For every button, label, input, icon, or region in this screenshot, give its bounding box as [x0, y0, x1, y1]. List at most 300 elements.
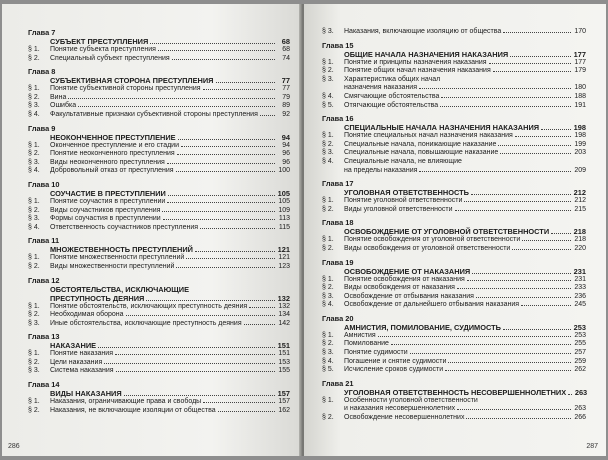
chapter-title: СОУЧАСТИЕ В ПРЕСТУПЛЕНИИ — [50, 188, 166, 198]
dot-leader — [551, 233, 571, 234]
chapter-title: ОБЩИЕ НАЧАЛА НАЗНАЧЕНИЯ НАКАЗАНИЯ — [344, 49, 509, 59]
section-title: Смягчающие обстоятельства — [344, 92, 440, 100]
section-page: 92 — [282, 110, 290, 118]
section-number: § 3. — [322, 75, 334, 83]
dot-leader — [489, 63, 571, 64]
section-page: 179 — [574, 67, 586, 75]
section-page: 236 — [574, 292, 586, 300]
chapter-title-row — [322, 188, 586, 197]
section-title: Погашение и снятие судимости — [344, 357, 447, 365]
dot-leader — [466, 418, 571, 419]
toc-section-row — [28, 198, 290, 207]
section-page: 257 — [574, 349, 586, 357]
dot-leader — [541, 129, 571, 130]
section-page: 115 — [278, 223, 290, 231]
dot-leader — [391, 344, 571, 345]
section-title: Наказания, ограничивающие права и свободы — [50, 398, 202, 406]
section-title: Понятие обстоятельств, исключающих преступность деяния — [50, 302, 248, 310]
section-number: § 2. — [28, 206, 40, 214]
section-page: 233 — [574, 284, 586, 292]
section-page: 123 — [278, 262, 290, 270]
chapter-page: 177 — [573, 49, 586, 59]
section-title: Специальные начала, не влияющие — [344, 157, 462, 165]
section-page: 218 — [574, 236, 586, 244]
section-title: Понятие соучастия в преступлении — [50, 197, 166, 205]
right-page — [304, 4, 606, 456]
dot-leader — [455, 210, 571, 211]
section-number: § 2. — [28, 54, 40, 62]
section-number: § 4. — [28, 110, 40, 118]
chapter-label: Глава 9 — [28, 123, 56, 133]
toc-section-row — [28, 254, 290, 263]
chapter-label: Глава 11 — [28, 236, 60, 246]
chapter-page: 253 — [573, 322, 586, 332]
section-page: 113 — [278, 215, 290, 223]
section-number: § 4. — [322, 92, 334, 100]
section-number: § 2. — [28, 93, 40, 101]
dot-leader — [203, 89, 275, 90]
section-page: 198 — [574, 132, 586, 140]
toc-section-row — [28, 263, 290, 272]
section-number: § 1. — [322, 275, 334, 283]
section-number: § 1. — [322, 236, 334, 244]
section-number: § 4. — [322, 157, 334, 165]
chapter-label: Глава 20 — [322, 313, 354, 323]
section-title: Освобождение от дальнейшего отбывания наказания — [344, 301, 520, 309]
left-page — [2, 4, 302, 456]
dot-leader — [464, 201, 571, 202]
section-page: 259 — [574, 357, 586, 365]
toc-section-row — [322, 158, 586, 167]
dot-leader — [124, 395, 275, 396]
chapter-title-row — [28, 245, 290, 254]
toc-section-row — [322, 358, 586, 367]
dot-leader — [244, 324, 275, 325]
section-number: § 1. — [28, 85, 40, 93]
section-title: Понятие субъективной стороны преступления — [50, 85, 201, 93]
toc-section-row — [322, 293, 586, 302]
section-number: § 1. — [322, 58, 334, 66]
chapter-title-row — [322, 50, 586, 59]
chapter-title: ПРЕСТУПНОСТЬ ДЕЯНИЯ — [50, 293, 145, 303]
left-page-number: 286 — [8, 443, 20, 450]
dot-leader — [200, 228, 275, 229]
dot-leader — [493, 71, 571, 72]
section-page: 162 — [278, 406, 290, 414]
dot-leader — [471, 194, 571, 195]
section-number: § 1. — [28, 350, 40, 358]
dot-leader — [150, 43, 275, 44]
dot-leader — [146, 300, 275, 301]
toc-section-row — [322, 76, 586, 85]
toc-section-row — [28, 224, 290, 233]
toc-section-row — [28, 311, 290, 320]
dot-leader — [168, 195, 275, 196]
dot-leader — [178, 139, 275, 140]
section-number: § 3. — [322, 28, 334, 35]
section-title: Понятие освобождения от наказания — [344, 275, 465, 283]
section-page: 231 — [574, 275, 586, 283]
toc-section-row — [322, 340, 586, 349]
section-title: и наказания несовершеннолетних — [344, 405, 456, 413]
section-title: Освобождение от отбывания наказания — [344, 292, 474, 300]
section-page: 199 — [574, 140, 586, 148]
chapter-title: НАКАЗАНИЕ — [50, 341, 97, 351]
section-number: § 2. — [28, 150, 40, 158]
dot-leader — [162, 211, 275, 212]
chapter-page: 94 — [281, 132, 290, 142]
dot-leader — [440, 106, 571, 107]
section-title: Наказания, не включающие изоляции от общества — [50, 406, 216, 414]
toc-section-row — [322, 93, 586, 102]
section-number: § 1. — [28, 398, 40, 406]
section-number: § 4. — [322, 301, 334, 309]
toc-section-row — [322, 84, 586, 93]
chapter-title-row — [322, 227, 586, 236]
section-number: § 3. — [28, 158, 40, 166]
section-title: Оконченное преступление и его стадии — [50, 141, 180, 149]
section-page: 191 — [574, 101, 586, 109]
section-title: назначения наказания — [344, 84, 418, 92]
chapter-label: Глава 19 — [322, 257, 354, 267]
section-page: 89 — [282, 102, 290, 110]
chapter-label: Глава 16 — [322, 114, 354, 124]
dot-leader — [457, 409, 571, 410]
section-page: 134 — [278, 311, 290, 319]
chapter-title-row — [28, 341, 290, 350]
right-page-number: 287 — [586, 443, 598, 450]
toc-section-row — [322, 141, 586, 150]
section-number: § 3. — [322, 292, 334, 300]
chapter-title: УГОЛОВНАЯ ОТВЕТСТВЕННОСТЬ НЕСОВЕРШЕННОЛЕТНИХ — [344, 387, 567, 397]
dot-leader — [457, 288, 571, 289]
section-title: Виды неоконченного преступления — [50, 158, 165, 166]
chapter-label: Глава 12 — [28, 275, 60, 285]
toc-section-row — [322, 276, 586, 285]
section-title: Исчисление сроков судимости — [344, 366, 444, 374]
section-number: § 3. — [28, 319, 40, 327]
dot-leader — [467, 280, 571, 281]
chapter-page: 231 — [573, 266, 586, 276]
section-number: § 5. — [322, 366, 334, 374]
chapter-label: Глава 15 — [322, 40, 354, 50]
toc-section-row — [28, 150, 290, 159]
chapter-page: 157 — [277, 389, 290, 399]
section-number: § 3. — [322, 149, 334, 157]
toc-section-row — [28, 46, 290, 55]
dot-leader — [510, 56, 571, 57]
toc-section-row — [28, 407, 290, 416]
section-page: 209 — [574, 166, 586, 174]
toc-section-row — [322, 366, 586, 375]
section-title: Амнистия — [344, 331, 376, 339]
chapter-title: УГОЛОВНАЯ ОТВЕТСТВЕННОСТЬ — [344, 188, 469, 198]
chapter-title: ОСВОБОЖДЕНИЕ ОТ НАКАЗАНИЯ — [344, 266, 471, 276]
section-title: Понятие судимости — [344, 349, 408, 357]
toc-section-row — [28, 102, 290, 111]
chapter-label: Глава 18 — [322, 218, 354, 228]
dot-leader — [104, 363, 275, 364]
dot-leader — [410, 353, 571, 354]
chapter-title: НЕОКОНЧЕННОЕ ПРЕСТУПЛЕНИЕ — [50, 132, 176, 142]
toc-section-row — [322, 102, 586, 111]
section-page: 100 — [278, 167, 290, 175]
section-title: Понятие неоконченного преступления — [50, 150, 175, 158]
section-title: Система наказания — [50, 367, 114, 375]
chapter-title: СПЕЦИАЛЬНЫЕ НАЧАЛА НАЗНАЧЕНИЯ НАКАЗАНИЯ — [344, 123, 540, 133]
section-title: Виды множественности преступлений — [50, 262, 175, 270]
toc-section-row — [28, 215, 290, 224]
chapter-title-row — [28, 285, 290, 294]
dot-leader — [260, 115, 275, 116]
section-number: § 2. — [28, 358, 40, 366]
toc-section-row — [322, 397, 586, 406]
dot-leader — [158, 50, 275, 51]
dot-leader — [419, 88, 571, 89]
dot-leader — [445, 370, 571, 371]
chapter-title-row — [28, 37, 290, 46]
chapter-title: МНОЖЕСТВЕННОСТЬ ПРЕСТУПЛЕНИЙ — [50, 245, 193, 255]
chapter-page: 151 — [277, 341, 290, 351]
section-title: Цели наказания — [50, 358, 103, 366]
chapter-title-row — [28, 189, 290, 198]
section-number: § 1. — [28, 254, 40, 262]
chapter-title: СУБЪЕКТ ПРЕСТУПЛЕНИЯ — [50, 37, 149, 46]
dot-leader — [378, 336, 571, 337]
section-page: 212 — [574, 197, 586, 205]
section-number: § 1. — [322, 396, 334, 404]
toc-section-row — [322, 149, 586, 158]
section-number: § 2. — [28, 262, 40, 270]
toc-section-row — [28, 85, 290, 94]
dot-leader — [98, 347, 275, 348]
section-number: § 1. — [322, 132, 334, 140]
dot-leader — [503, 32, 571, 33]
section-page: 180 — [574, 84, 586, 92]
dot-leader — [568, 394, 572, 395]
section-page: 132 — [278, 302, 290, 310]
chapter-title: АМНИСТИЯ, ПОМИЛОВАНИЕ, СУДИМОСТЬ — [344, 322, 501, 332]
chapter-page: 121 — [277, 245, 290, 255]
section-title: Помилование — [344, 340, 389, 348]
section-number: § 2. — [322, 414, 334, 422]
chapter-title: СУБЪЕКТИВНАЯ СТОРОНА ПРЕСТУПЛЕНИЯ — [50, 76, 214, 86]
section-page: 220 — [574, 244, 586, 252]
section-number: § 1. — [322, 331, 334, 339]
section-number: § 1. — [322, 197, 334, 205]
toc-section-row — [322, 405, 586, 414]
section-number: § 4. — [322, 357, 334, 365]
section-number: § 2. — [28, 311, 40, 319]
section-title: Формы соучастия в преступлении — [50, 215, 161, 223]
section-page: 155 — [278, 367, 290, 375]
toc-section-row — [322, 245, 586, 254]
dot-leader — [441, 97, 571, 98]
section-number: § 2. — [322, 67, 334, 75]
section-title: Иные обстоятельства, исключающие преступность деяния — [50, 319, 242, 327]
chapter-title: ОБСТОЯТЕЛЬСТВА, ИСКЛЮЧАЮЩИЕ — [50, 284, 190, 294]
toc-section-row — [28, 167, 290, 176]
dot-leader — [522, 240, 571, 241]
dot-leader — [472, 273, 571, 274]
chapter-label: Глава 8 — [28, 67, 56, 77]
section-title: Добровольный отказ от преступления — [50, 167, 174, 175]
section-page: 109 — [278, 206, 290, 214]
dot-leader — [176, 171, 275, 172]
section-number: § 2. — [322, 205, 334, 213]
dot-leader — [78, 106, 275, 107]
chapter-title: ВИДЫ НАКАЗАНИЯ — [50, 389, 122, 399]
dot-leader — [500, 153, 571, 154]
dot-leader — [512, 249, 571, 250]
dot-leader — [181, 146, 275, 147]
chapter-page: 77 — [281, 76, 290, 86]
dot-leader — [249, 307, 275, 308]
dot-leader — [476, 297, 571, 298]
section-page: 177 — [574, 58, 586, 66]
toc-section-row — [28, 350, 290, 359]
chapter-label: Глава 14 — [28, 380, 60, 390]
chapter-page: 198 — [573, 123, 586, 133]
dot-leader — [126, 315, 275, 316]
section-title: Понятие субъекта преступления — [50, 46, 156, 53]
section-page: 94 — [282, 141, 290, 149]
section-title: Ошибка — [50, 102, 77, 110]
chapter-page: 105 — [277, 188, 290, 198]
chapter-page: 212 — [573, 188, 586, 198]
toc-section-row — [28, 320, 290, 329]
chapter-title-row — [322, 267, 586, 276]
section-page: 105 — [278, 197, 290, 205]
chapter-label: Глава 21 — [322, 378, 354, 388]
section-title: Ответственность соучастников преступления — [50, 223, 199, 231]
section-title: Понятие общих начал назначения наказания — [344, 67, 491, 75]
section-title: Необходимая оборона — [50, 311, 124, 319]
section-title: Виды освобождения от уголовной ответственности — [344, 244, 511, 252]
dot-leader — [216, 82, 276, 83]
section-title: Наказания, включающие изоляцию от общества — [344, 28, 502, 35]
section-page: 253 — [574, 331, 586, 339]
dot-leader — [177, 154, 275, 155]
dot-leader — [176, 267, 275, 268]
section-page: 215 — [574, 205, 586, 213]
dot-leader — [498, 145, 571, 146]
section-title: Виды освобождения от наказания — [344, 284, 455, 292]
section-page: 77 — [282, 85, 290, 93]
section-page: 255 — [574, 340, 586, 348]
dot-leader — [521, 305, 571, 306]
section-number: § 2. — [322, 340, 334, 348]
section-page: 153 — [278, 358, 290, 366]
section-page: 151 — [278, 350, 290, 358]
section-number: § 1. — [28, 302, 40, 310]
section-number: § 3. — [322, 349, 334, 357]
section-page: 188 — [574, 92, 586, 100]
toc-section-row — [28, 398, 290, 407]
section-number: § 4. — [28, 167, 40, 175]
dot-leader — [115, 354, 275, 355]
section-title: Вина — [50, 93, 67, 101]
dot-leader — [167, 163, 275, 164]
section-number: § 1. — [28, 46, 40, 53]
section-title: Характеристика общих начал — [344, 75, 441, 83]
dot-leader — [195, 251, 275, 252]
section-page: 157 — [278, 398, 290, 406]
section-number: § 2. — [322, 140, 334, 148]
left-toc — [28, 28, 290, 415]
section-title: на пределы наказания — [344, 166, 418, 174]
dot-leader — [186, 258, 275, 259]
toc-section-row — [322, 284, 586, 293]
toc-section-row — [28, 359, 290, 368]
chapter-label: Глава 17 — [322, 179, 354, 189]
dot-leader — [503, 329, 571, 330]
toc-section-row — [322, 301, 586, 310]
section-title: Специальные начала, понижающие наказание — [344, 140, 497, 148]
section-page: 263 — [574, 405, 586, 413]
section-number: § 2. — [322, 284, 334, 292]
chapter-title-row — [322, 323, 586, 332]
dot-leader — [448, 362, 571, 363]
section-page: 203 — [574, 149, 586, 157]
toc-section-row — [322, 332, 586, 341]
chapter-page: 132 — [277, 293, 290, 303]
section-number: § 2. — [322, 244, 334, 252]
section-number: § 3. — [28, 215, 40, 223]
dot-leader — [172, 59, 275, 60]
toc-section-row — [28, 142, 290, 151]
right-toc — [322, 41, 586, 423]
chapter-page: 218 — [573, 227, 586, 237]
section-page: 262 — [574, 366, 586, 374]
section-title: Специальные начала, повышающие наказание — [344, 149, 499, 157]
dot-leader — [419, 171, 571, 172]
toc-section-row — [28, 207, 290, 216]
section-number: § 4. — [28, 223, 40, 231]
section-number: § 2. — [28, 406, 40, 414]
dot-leader — [116, 371, 275, 372]
chapter-title-row — [322, 123, 586, 132]
section-title: Факультативные признаки субъективной стороны преступления — [50, 110, 258, 118]
chapter-title: ОСВОБОЖДЕНИЕ ОТ УГОЛОВНОЙ ОТВЕТСТВЕННОСТИ — [344, 227, 550, 237]
chapter-title-row — [28, 76, 290, 85]
section-page: 96 — [282, 158, 290, 166]
section-title: Виды соучастников преступления — [50, 206, 161, 214]
toc-section-row — [322, 132, 586, 141]
section-title: Понятие специальных начал назначения наказания — [344, 132, 513, 140]
toc-section-row — [322, 67, 586, 76]
section-title: Понятие уголовной ответственности — [344, 197, 463, 205]
section-page: 74 — [282, 54, 290, 62]
section-title: Особенности уголовной ответственности — [344, 396, 478, 404]
section-page: 96 — [282, 150, 290, 158]
dot-leader — [68, 98, 275, 99]
section-page: 266 — [574, 414, 586, 422]
section-title: Отягчающие обстоятельства — [344, 101, 439, 109]
toc-section-row — [28, 55, 290, 64]
toc-section-row — [322, 167, 586, 176]
toc-section-row — [322, 414, 586, 423]
section-title: Виды уголовной ответственности — [344, 205, 453, 213]
section-page: 79 — [282, 93, 290, 101]
toc-section-row — [322, 59, 586, 68]
chapter-title-row — [28, 294, 290, 303]
chapter-label: Глава 10 — [28, 179, 60, 189]
dot-leader — [515, 136, 571, 137]
toc-section-row — [322, 349, 586, 358]
chapter-label: Глава 7 — [28, 28, 56, 37]
section-page: 142 — [278, 319, 290, 327]
